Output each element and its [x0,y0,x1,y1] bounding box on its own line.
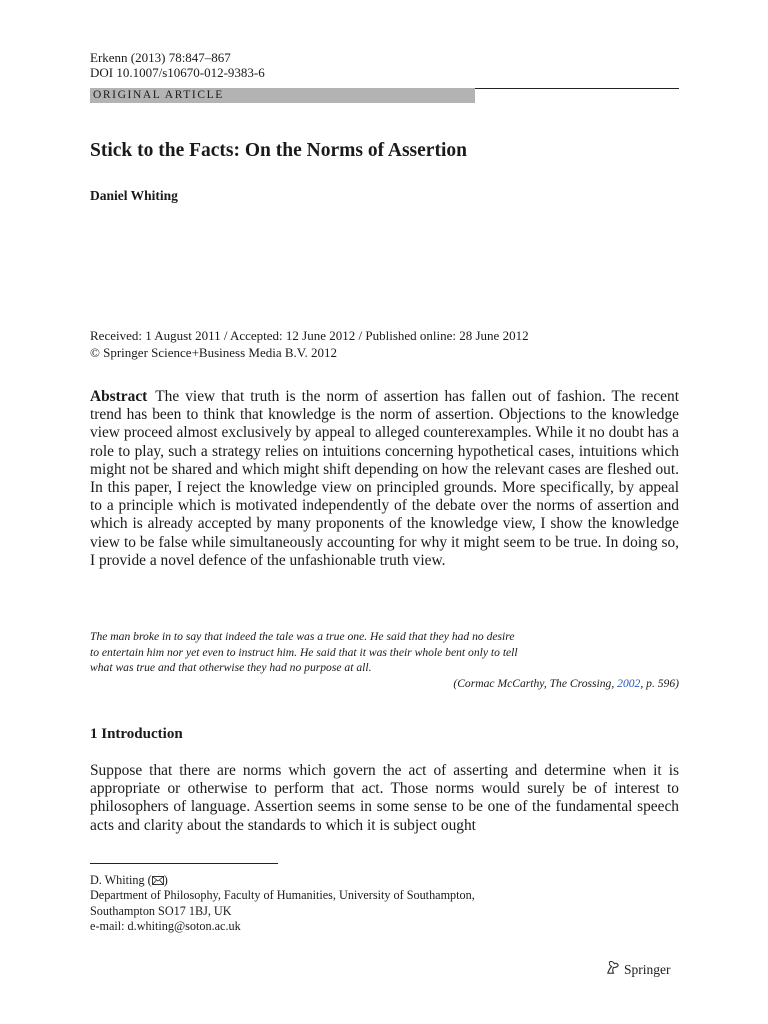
springer-logo-icon [605,960,620,979]
abstract-text: The view that truth is the norm of assertion has fallen out of fashion. The recent trend has been to think that knowledge is the norm of assertion. Objections to the knowledge view proceed almost exclusively by appeal to alleged counterexamples. While it no doubt has a role to play, such a strategy relies on intuitions concerning hypothetical cases, intuitions which might not be shared and which might shift depending on how the relevant cases are fleshed out. In this paper, I reject the knowledge view on principled grounds. More specifically, by appeal to a principle which is motivated independently of the debate over the norms of assertion and which is already accepted by many proponents of the knowledge view, I show the knowledge view to be false while simultaneously accounting for why it might seem to be true. In doing so, I provide a novel defence of the unfashionable truth view. [90,388,679,569]
epigraph [90,629,679,691]
publisher-name: Springer [624,961,671,977]
footnote-department: Department of Philosophy, Faculty of Humanities, University of Southampton, [90,888,475,903]
section-heading: 1 Introduction [90,726,183,742]
footnote-rule [90,863,278,864]
epigraph-source-prefix: (Cormac McCarthy, The Crossing, [453,676,618,690]
epigraph-source [90,676,679,692]
epigraph-line-1: The man broke in to say that indeed the tale was a true one. He said that they had no desire [90,630,515,643]
publication-dates [90,327,529,361]
paper-title: Stick to the Facts: On the Norms of Assertion [90,140,467,161]
epigraph-line-3: what was true and that otherwise they had no purpose at all. [90,661,372,674]
header-rule [475,88,679,89]
author-footnote [90,873,475,935]
epigraph-line-2: to entertain him nor yet even to instruct him. He said that it was their whole bent only to tell [90,645,518,659]
abstract [90,388,679,570]
author-name: Daniel Whiting [90,188,178,203]
copyright-line: © Springer Science+Business Media B.V. 2012 [90,345,337,360]
footnote-name: D. Whiting ( [90,873,152,887]
article-type-banner: ORIGINAL ARTICLE [90,88,475,103]
footnote-name-end: ) [163,873,168,887]
journal-ref: Erkenn (2013) 78:847–867 [90,50,231,65]
footnote-email[interactable]: e-mail: d.whiting@soton.ac.uk [90,919,241,934]
doi[interactable]: DOI 10.1007/s10670-012-9383-6 [90,65,265,80]
epigraph-source-suffix: , p. 596) [640,676,679,690]
publisher-mark [605,960,671,979]
dates-line: Received: 1 August 2011 / Accepted: 12 June 2012 / Published online: 28 June 2012 [90,328,529,343]
footnote-name-line [90,873,475,888]
envelope-icon[interactable] [152,873,164,887]
introduction-text: Suppose that there are norms which govern the act of asserting and determine when it is appropriate or otherwise to perform that act. Those norms would surely be of interest to philosophers of language. Assertion seems in some sense to be one of the fundamental speech acts and clarity about the standards to which it is subject ought [90,762,679,834]
epigraph-year-link[interactable]: 2002 [617,676,641,690]
footnote-city: Southampton SO17 1BJ, UK [90,903,232,918]
abstract-label: Abstract [90,388,148,405]
